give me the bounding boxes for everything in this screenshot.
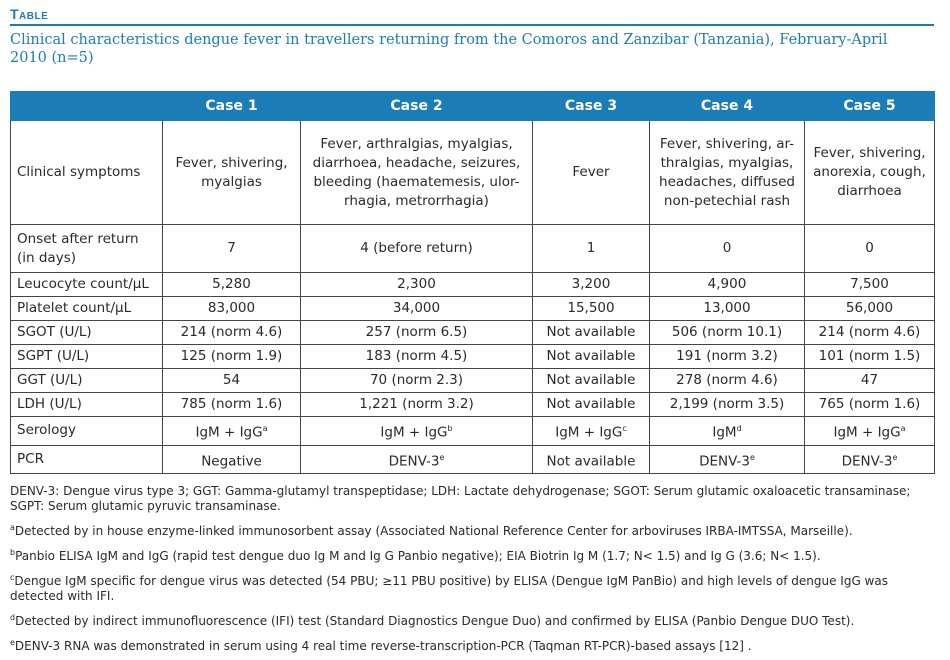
cell: 1	[533, 225, 650, 273]
cell: 34,000	[301, 297, 533, 321]
cell: IgM + IgG$^a$	[805, 417, 935, 446]
footnote-d: $^d$Detected by indirect immunofluorescence (IFI) test (Standard Diagnostics Dengue Duo) and confirmed by ELISA (Panbio Dengue DUO Test).	[10, 613, 855, 628]
cell: 0	[650, 225, 805, 273]
table-label: Table	[10, 6, 934, 26]
cell: 7,500	[805, 273, 935, 297]
clinical-table	[10, 91, 935, 474]
footnote-b: $^b$Panbio ELISA IgM and IgG (rapid test dengue duo Ig M and Ig G Panbio negative); EIA Biotrin Ig M (1.7; N< 1.5) and Ig G (3.6; N< 1.5).	[10, 548, 821, 563]
header-case-2: Case 2	[301, 92, 533, 121]
table-row	[11, 321, 935, 345]
cell: 7	[163, 225, 301, 273]
row-label: SGPT (U/L)	[11, 345, 163, 369]
table-row	[11, 417, 935, 446]
header-row	[11, 92, 935, 121]
cell: 4 (before return)	[301, 225, 533, 273]
cell: Fever, shivering, myalgias	[163, 121, 301, 225]
row-label: SGOT (U/L)	[11, 321, 163, 345]
row-label: LDH (U/L)	[11, 393, 163, 417]
header-case-3: Case 3	[533, 92, 650, 121]
cell: 191 (norm 3.2)	[650, 345, 805, 369]
cell: 3,200	[533, 273, 650, 297]
row-label: Clinical symptoms	[11, 121, 163, 225]
cell: 2,300	[301, 273, 533, 297]
cell: IgM + IgG$^c$	[533, 417, 650, 446]
row-label: Onset after return (in days)	[11, 225, 163, 273]
cell: 183 (norm 4.5)	[301, 345, 533, 369]
header-blank	[11, 92, 163, 121]
cell: 47	[805, 369, 935, 393]
cell: Fever, shivering, anorexia, cough, diarrhoea	[805, 121, 935, 225]
cell: 785 (norm 1.6)	[163, 393, 301, 417]
footnote-c: $^c$Dengue IgM specific for dengue virus was detected (54 PBU; ≥11 PBU positive) by ELISA (Dengue IgM PanBio) and high levels of dengue IgG was detected with IFI.	[10, 573, 888, 603]
row-label: PCR	[11, 445, 163, 474]
footnote-a: $^a$Detected by in house enzyme-linked immunosorbent assay (Associated National Reference Center for arboviruses IRBA-IMTSSA, Marseille).	[10, 523, 853, 538]
cell: 13,000	[650, 297, 805, 321]
cell: 257 (norm 6.5)	[301, 321, 533, 345]
cell: Fever	[533, 121, 650, 225]
cell: 101 (norm 1.5)	[805, 345, 935, 369]
cell: 2,199 (norm 3.5)	[650, 393, 805, 417]
cell: 214 (norm 4.6)	[163, 321, 301, 345]
cell: 83,000	[163, 297, 301, 321]
cell: 0	[805, 225, 935, 273]
cell: DENV-3e	[805, 445, 935, 474]
cell: Negative	[163, 445, 301, 474]
cell: 506 (norm 10.1)	[650, 321, 805, 345]
cell: 125 (norm 1.9)	[163, 345, 301, 369]
cell: Not available	[533, 369, 650, 393]
cell: IgM + IgG$^a$	[163, 417, 301, 446]
cell: IgM + IgG$^b$	[301, 417, 533, 446]
cell: Not available	[533, 345, 650, 369]
cell: IgM$^d$	[650, 417, 805, 446]
cell: DENV-3e	[650, 445, 805, 474]
table-row	[11, 273, 935, 297]
cell: 70 (norm 2.3)	[301, 369, 533, 393]
cell: Not available	[533, 321, 650, 345]
row-label: Serology	[11, 417, 163, 446]
abbreviation-note: DENV-3: Dengue virus type 3; GGT: Gamma-glutamyl transpeptidase; LDH: Lactate dehydrogenase; SGOT: Serum glutamic oxaloacetic transaminase; SGPT: Serum glutamic pyruvic transaminase.	[10, 484, 911, 513]
table-caption: Clinical characteristics dengue fever in travellers returning from the Comoros and Zanzibar (Tanzania), February-April 2010 (n=5)	[10, 32, 888, 66]
footnote-e: $^e$DENV-3 RNA was demonstrated in serum using 4 real time reverse-transcription-PCR (Taqman RT-PCR)-based assays [12] .	[10, 638, 752, 653]
cell: Fever, arthralgias, myalgias, diarrhoea, headache, seizures, bleeding (haematemesis, ulor-rhagia, metrorrhagia)	[301, 121, 533, 225]
table-row	[11, 225, 935, 273]
row-label: Platelet count/µL	[11, 297, 163, 321]
cell: 56,000	[805, 297, 935, 321]
table-row	[11, 445, 935, 474]
cell: 54	[163, 369, 301, 393]
row-label: GGT (U/L)	[11, 369, 163, 393]
cell: 5,280	[163, 273, 301, 297]
table-row	[11, 345, 935, 369]
table-row	[11, 297, 935, 321]
header-case-1: Case 1	[163, 92, 301, 121]
cell: 278 (norm 4.6)	[650, 369, 805, 393]
cell: Not available	[533, 393, 650, 417]
cell: Not available	[533, 445, 650, 474]
header-case-4: Case 4	[650, 92, 805, 121]
table-figure	[10, 0, 934, 660]
header-case-5: Case 5	[805, 92, 935, 121]
table-row	[11, 393, 935, 417]
table-row	[11, 369, 935, 393]
cell: 765 (norm 1.6)	[805, 393, 935, 417]
table-row	[11, 121, 935, 225]
cell: 214 (norm 4.6)	[805, 321, 935, 345]
cell: Fever, shivering, ar-thralgias, myalgias, headaches, diffused non-petechial rash	[650, 121, 805, 225]
cell: DENV-3e	[301, 445, 533, 474]
table-notes	[10, 484, 934, 654]
row-label: Leucocyte count/µL	[11, 273, 163, 297]
cell: 1,221 (norm 3.2)	[301, 393, 533, 417]
cell: 4,900	[650, 273, 805, 297]
cell: 15,500	[533, 297, 650, 321]
